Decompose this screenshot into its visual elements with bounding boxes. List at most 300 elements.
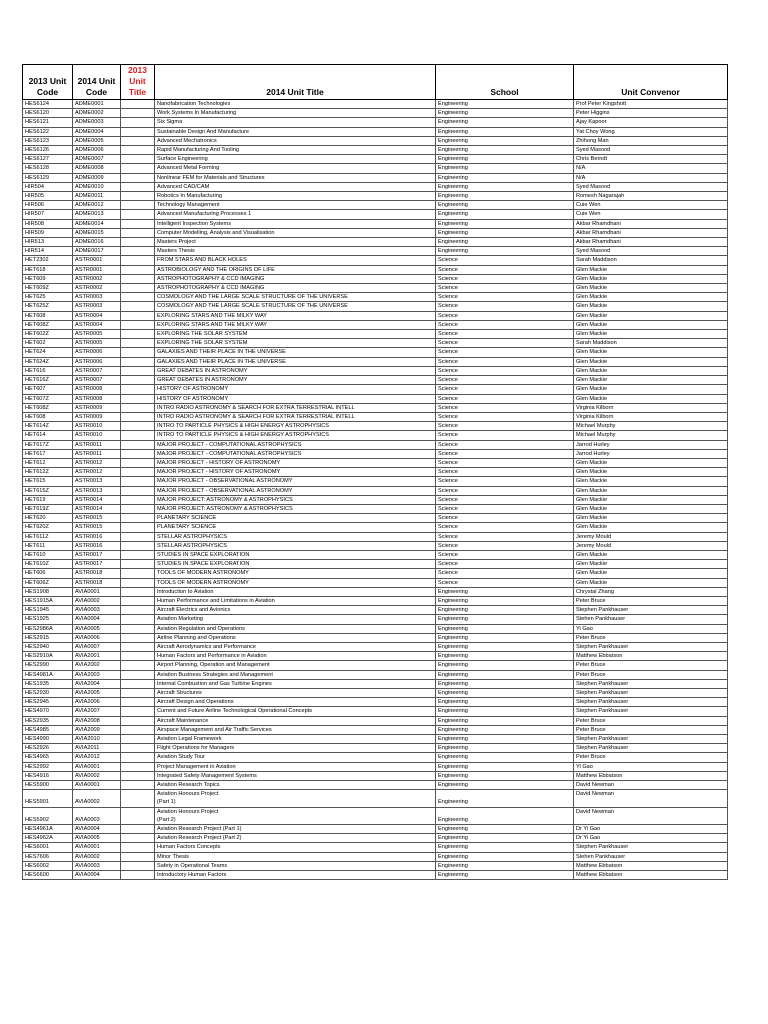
cell-unit-convenor: Glen Mackie [574,311,728,320]
table-row [23,615,728,624]
cell-2014-unit-title: MAJOR PROJECT - COMPUTATIONAL ASTROPHYSICS [155,449,436,458]
cell-2013-unit-title [121,357,155,366]
cell-school: Engineering [436,624,574,633]
cell-2013-unit-code: HET608Z [23,403,73,412]
cell-unit-convenor: Chris Berndt [574,155,728,164]
cell-unit-convenor: Glen Mackie [574,320,728,329]
cell-unit-convenor: Stephen Pankhauser [574,698,728,707]
cell-2013-unit-title [121,852,155,861]
cell-2014-unit-title: Human Factors Concepts [155,843,436,852]
cell-2013-unit-code: HES4962A [23,834,73,843]
cell-2014-unit-title: PLANETARY SCIENCE [155,514,436,523]
cell-school: Engineering [436,781,574,790]
cell-2014-unit-code: ASTR0006 [73,357,121,366]
cell-2014-unit-code: ASTR0004 [73,320,121,329]
cell-2014-unit-title: Airport Planning, Operation and Management [155,661,436,670]
cell-2013-unit-code: HET607 [23,385,73,394]
cell-2014-unit-code: ASTR0005 [73,330,121,339]
cell-2014-unit-code: AVIA0006 [73,633,121,642]
table-row [23,771,728,780]
cell-2013-unit-code: HET2302 [23,256,73,265]
table-row [23,192,728,201]
cell-2013-unit-title [121,311,155,320]
cell-2014-unit-title: Aircraft Design and Operations [155,698,436,707]
cell-unit-convenor: Glen Mackie [574,504,728,513]
cell-school: Engineering [436,790,574,807]
cell-2013-unit-title [121,440,155,449]
table-row [23,825,728,834]
cell-2014-unit-title: STUDIES IN SPACE EXPLORATION [155,550,436,559]
cell-school: Engineering [436,118,574,127]
cell-school: Engineering [436,771,574,780]
cell-unit-convenor: Peter Bruce [574,670,728,679]
cell-2013-unit-code: HES1915A [23,596,73,605]
cell-2013-unit-title [121,578,155,587]
cell-unit-convenor: Glen Mackie [574,468,728,477]
cell-school: Engineering [436,735,574,744]
cell-2014-unit-code: AVIA2012 [73,753,121,762]
cell-school: Science [436,477,574,486]
cell-2013-unit-title [121,136,155,145]
cell-2014-unit-title: EXPLORING STARS AND THE MILKY WAY [155,320,436,329]
cell-2013-unit-title [121,725,155,734]
cell-unit-convenor: N/A [574,173,728,182]
table-row [23,403,728,412]
cell-2013-unit-code: HES4916 [23,771,73,780]
cell-2013-unit-code: HES4981A [23,670,73,679]
cell-2013-unit-title [121,339,155,348]
table-row [23,852,728,861]
cell-2014-unit-code: ADME0005 [73,136,121,145]
cell-school: Science [436,348,574,357]
table-row [23,716,728,725]
cell-2014-unit-code: ADME0002 [73,109,121,118]
cell-2013-unit-code: HIR509 [23,228,73,237]
table-row [23,127,728,136]
table-row [23,431,728,440]
cell-2013-unit-code: HES6001 [23,843,73,852]
cell-school: Science [436,256,574,265]
table-row [23,394,728,403]
cell-2013-unit-title [121,596,155,605]
cell-2014-unit-code: ASTR0009 [73,403,121,412]
cell-2014-unit-code: ASTR0014 [73,495,121,504]
cell-2013-unit-title [121,541,155,550]
cell-2014-unit-code: ASTR0013 [73,486,121,495]
cell-school: Engineering [436,825,574,834]
cell-school: Science [436,302,574,311]
cell-2013-unit-code: HET609 [23,274,73,283]
cell-school: Science [436,265,574,274]
cell-2014-unit-title: MAJOR PROJECT - OBSERVATIONAL ASTRONOMY [155,477,436,486]
cell-2013-unit-title [121,100,155,109]
cell-unit-convenor: Stehen Pankhauser [574,852,728,861]
cell-2014-unit-code: ADME0013 [73,210,121,219]
cell-school: Science [436,523,574,532]
cell-unit-convenor: Matthew Ebbatson [574,871,728,880]
cell-2013-unit-title [121,201,155,210]
cell-2013-unit-title [121,192,155,201]
cell-unit-convenor: Glen Mackie [574,293,728,302]
cell-2014-unit-code: ASTR0001 [73,265,121,274]
cell-unit-convenor: Dr Yi Gao [574,825,728,834]
cell-2013-unit-title [121,127,155,136]
cell-unit-convenor: Michael Murphy [574,422,728,431]
cell-2014-unit-code: ASTR0004 [73,311,121,320]
cell-2014-unit-title: Minor Thesis [155,852,436,861]
cell-2014-unit-code: AVIA0003 [73,807,121,824]
cell-2013-unit-title [121,293,155,302]
cell-2014-unit-code: AVIA0004 [73,871,121,880]
cell-2013-unit-code: HET624 [23,348,73,357]
cell-school: Engineering [436,670,574,679]
cell-2013-unit-title [121,825,155,834]
cell-2014-unit-title: FROM STARS AND BLACK HOLES [155,256,436,265]
table-row [23,366,728,375]
cell-school: Engineering [436,707,574,716]
cell-2014-unit-code: AVIA2006 [73,698,121,707]
cell-2014-unit-code: ASTR0003 [73,293,121,302]
cell-2014-unit-code: ADME0015 [73,228,121,237]
cell-2013-unit-code: HET612Z [23,468,73,477]
cell-unit-convenor: Glen Mackie [574,302,728,311]
table-row [23,578,728,587]
cell-2014-unit-title: MAJOR PROJECT - COMPUTATIONAL ASTROPHYSICS [155,440,436,449]
cell-2013-unit-code: HET620Z [23,523,73,532]
cell-2013-unit-title [121,210,155,219]
table-row [23,790,728,807]
cell-2013-unit-code: HET614Z [23,422,73,431]
table-row [23,514,728,523]
cell-2014-unit-code: AVIA0007 [73,642,121,651]
cell-school: Engineering [436,136,574,145]
cell-school: Engineering [436,744,574,753]
cell-2013-unit-code: HES6126 [23,146,73,155]
cell-2013-unit-title [121,569,155,578]
cell-2014-unit-title: GALAXIES AND THEIR PLACE IN THE UNIVERSE [155,357,436,366]
cell-2013-unit-code: HET602 [23,339,73,348]
cell-2014-unit-code: ASTR0013 [73,477,121,486]
cell-2013-unit-code: HET602Z [23,330,73,339]
cell-2013-unit-code: HES2935 [23,716,73,725]
cell-unit-convenor: Jeremy Mould [574,532,728,541]
cell-school: Science [436,422,574,431]
cell-2014-unit-code: AVIA0001 [73,781,121,790]
cell-2014-unit-title: GREAT DEBATES IN ASTRONOMY [155,366,436,375]
table-row [23,689,728,698]
cell-2014-unit-title: Aviation Marketing [155,615,436,624]
cell-school: Engineering [436,615,574,624]
cell-school: Science [436,541,574,550]
cell-2014-unit-title: INTRO TO PARTICLE PHYSICS & HIGH ENERGY ASTROPHYSICS [155,422,436,431]
cell-2014-unit-title: Airline Planning and Operations [155,633,436,642]
cell-unit-convenor: Akbar Rhamdhani [574,228,728,237]
cell-school: Science [436,412,574,421]
cell-2013-unit-code: HET625 [23,293,73,302]
table-row [23,504,728,513]
cell-unit-convenor: Peter Bruce [574,633,728,642]
cell-2014-unit-title: MAJOR PROJECT: ASTRONOMY & ASTROPHYSICS [155,495,436,504]
cell-2014-unit-code: AVIA2004 [73,679,121,688]
cell-2013-unit-title [121,744,155,753]
cell-2013-unit-code: HET610 [23,550,73,559]
table-row [23,606,728,615]
cell-2014-unit-title: Aviation Business Strategies and Management [155,670,436,679]
cell-unit-convenor: N/A [574,164,728,173]
cell-2013-unit-code: HIR506 [23,201,73,210]
cell-2014-unit-code: ASTR0012 [73,468,121,477]
cell-2013-unit-title [121,109,155,118]
cell-school: Engineering [436,247,574,256]
header-row [23,65,728,100]
cell-unit-convenor: Syed Masood [574,146,728,155]
cell-school: Engineering [436,679,574,688]
table-row [23,762,728,771]
cell-2013-unit-code: HIR507 [23,210,73,219]
cell-2014-unit-title: Robotics In Manufacturing [155,192,436,201]
cell-2013-unit-title [121,495,155,504]
cell-2013-unit-code: HET619Z [23,504,73,513]
cell-2013-unit-code: HIR505 [23,192,73,201]
cell-school: Science [436,532,574,541]
cell-2013-unit-title [121,330,155,339]
cell-2013-unit-title [121,689,155,698]
cell-2013-unit-code: HET617Z [23,440,73,449]
table-row [23,228,728,237]
cell-2013-unit-code: HES6122 [23,127,73,136]
cell-school: Engineering [436,834,574,843]
cell-2014-unit-code: AVIA0005 [73,834,121,843]
table-row [23,807,728,824]
cell-2013-unit-code: HET615 [23,477,73,486]
cell-2013-unit-code: HES6121 [23,118,73,127]
cell-school: Engineering [436,861,574,870]
cell-2013-unit-title [121,302,155,311]
table-row [23,486,728,495]
cell-school: Science [436,560,574,569]
cell-2014-unit-title: Aviation Legal Framework [155,735,436,744]
cell-2014-unit-title: Aircraft Maintenance [155,716,436,725]
cell-2014-unit-code: ASTR0008 [73,385,121,394]
cell-2013-unit-title [121,698,155,707]
table-row [23,707,728,716]
cell-2013-unit-title [121,376,155,385]
cell-2013-unit-title [121,118,155,127]
table-row [23,843,728,852]
cell-unit-convenor: Stephen Pankhauser [574,744,728,753]
cell-unit-convenor: Glen Mackie [574,560,728,569]
cell-2013-unit-title [121,385,155,394]
cell-2013-unit-title [121,735,155,744]
cell-2014-unit-code: AVIA0001 [73,587,121,596]
cell-unit-convenor: Peter Bruce [574,661,728,670]
cell-2013-unit-title [121,412,155,421]
header-unit-convenor: Unit Convenor [574,65,728,100]
cell-2013-unit-title [121,771,155,780]
cell-unit-convenor: Peter Bruce [574,753,728,762]
cell-school: Engineering [436,871,574,880]
cell-2013-unit-code: HES5901 [23,790,73,807]
cell-2014-unit-title: Masters Thesis [155,247,436,256]
cell-unit-convenor: Peter Higgins [574,109,728,118]
cell-school: Science [436,468,574,477]
cell-school: Engineering [436,100,574,109]
table-row [23,468,728,477]
cell-unit-convenor: Ajay Kapoor [574,118,728,127]
cell-2014-unit-title: Six Sigma [155,118,436,127]
cell-unit-convenor: Prof Peter Kingshott [574,100,728,109]
cell-unit-convenor: Matthew Ebbatson [574,771,728,780]
table-row [23,532,728,541]
cell-2014-unit-code: AVIA0003 [73,606,121,615]
cell-2014-unit-code: ASTR0012 [73,458,121,467]
cell-2013-unit-code: HES1925 [23,615,73,624]
cell-2014-unit-title: Airspace Management and Air Traffic Services [155,725,436,734]
cell-school: Engineering [436,155,574,164]
cell-2013-unit-title [121,624,155,633]
cell-2014-unit-title: TOOLS OF MODERN ASTRONOMY [155,578,436,587]
cell-2013-unit-code: HIR508 [23,219,73,228]
cell-2014-unit-title: EXPLORING THE SOLAR SYSTEM [155,330,436,339]
table-row [23,265,728,274]
cell-2014-unit-code: ASTR0008 [73,394,121,403]
cell-unit-convenor: Stehen Pankhauser [574,615,728,624]
cell-2014-unit-code: ASTR0010 [73,422,121,431]
cell-school: Engineering [436,238,574,247]
cell-unit-convenor: Matthew Ebbatson [574,652,728,661]
cell-2014-unit-title: Aircraft Structures [155,689,436,698]
cell-2013-unit-code: HES5900 [23,781,73,790]
cell-school: Science [436,357,574,366]
cell-school: Science [436,569,574,578]
cell-2014-unit-code: AVIA2010 [73,735,121,744]
cell-unit-convenor: Yi Gao [574,762,728,771]
cell-2014-unit-title: Nonlinear FEM for Materials and Structures [155,173,436,182]
cell-2014-unit-title: Human Performance and Limitations in Aviation [155,596,436,605]
cell-2014-unit-code: ADME0008 [73,164,121,173]
cell-unit-convenor: Stephen Pankhauser [574,606,728,615]
cell-2014-unit-title: Aviation Research Topics [155,781,436,790]
cell-school: Engineering [436,716,574,725]
table-row [23,164,728,173]
table-row [23,781,728,790]
cell-unit-convenor: Glen Mackie [574,495,728,504]
cell-2014-unit-code: ASTR0003 [73,302,121,311]
cell-unit-convenor: Sarah Maddison [574,256,728,265]
cell-unit-convenor: Glen Mackie [574,394,728,403]
cell-2014-unit-title: Introduction to Aviation [155,587,436,596]
table-row [23,376,728,385]
table-row [23,330,728,339]
cell-2013-unit-title [121,504,155,513]
cell-2014-unit-code: ASTR0017 [73,560,121,569]
cell-2013-unit-code: HES2940 [23,642,73,651]
cell-2014-unit-title: INTRO TO PARTICLE PHYSICS & HIGH ENERGY ASTROPHYSICS [155,431,436,440]
cell-2014-unit-title: Aviation Research Project (Part 1) [155,825,436,834]
cell-unit-convenor: David Newman [574,807,728,824]
cell-school: Science [436,320,574,329]
cell-2013-unit-code: HES4965 [23,753,73,762]
cell-school: Engineering [436,843,574,852]
cell-2014-unit-title: Current and Future Airline Technological Operational Concepts [155,707,436,716]
cell-2013-unit-title [121,284,155,293]
table-row [23,284,728,293]
cell-2013-unit-code: HET617 [23,449,73,458]
table-row [23,118,728,127]
cell-2014-unit-title: Technology Management [155,201,436,210]
cell-2014-unit-title: MAJOR PROJECT: ASTRONOMY & ASTROPHYSICS [155,504,436,513]
cell-2014-unit-title: Computer Modelling, Analysis and Visualisation [155,228,436,237]
cell-2014-unit-code: AVIA2009 [73,725,121,734]
cell-2013-unit-code: HES4970 [23,707,73,716]
cell-2013-unit-code: HES2930 [23,689,73,698]
cell-school: Engineering [436,852,574,861]
cell-2014-unit-code: AVIA0004 [73,825,121,834]
cell-2014-unit-code: AVIA0004 [73,615,121,624]
cell-2013-unit-title [121,366,155,375]
table-row [23,744,728,753]
cell-2014-unit-code: ASTR0002 [73,284,121,293]
cell-2014-unit-code: AVIA2011 [73,744,121,753]
cell-2013-unit-code: HET625Z [23,302,73,311]
cell-2014-unit-code: ASTR0017 [73,550,121,559]
cell-2014-unit-title: INTRO RADIO ASTRONOMY & SEARCH FOR EXTRA TERRESTRIAL INTELL [155,412,436,421]
cell-2013-unit-code: HET615Z [23,486,73,495]
table-row [23,155,728,164]
cell-2014-unit-code: AVIA2003 [73,670,121,679]
cell-unit-convenor: Glen Mackie [574,486,728,495]
cell-2014-unit-code: ADME0010 [73,182,121,191]
table-row [23,725,728,734]
cell-2014-unit-title: Nanofabrication Technologies [155,100,436,109]
cell-2013-unit-code: HET611Z [23,532,73,541]
table-row [23,652,728,661]
cell-2013-unit-code: HIR514 [23,247,73,256]
cell-2014-unit-title: Sustainable Design And Manufacture [155,127,436,136]
table-row [23,136,728,145]
table-row [23,753,728,762]
cell-unit-convenor: Syed Masood [574,182,728,191]
table-row [23,633,728,642]
cell-2013-unit-title [121,238,155,247]
table-row [23,477,728,486]
cell-unit-convenor: Stephen Pankhauser [574,843,728,852]
cell-2013-unit-title [121,807,155,824]
cell-unit-convenor: Dr Yi Gao [574,834,728,843]
cell-2013-unit-code: HES2990 [23,661,73,670]
cell-2013-unit-title [121,781,155,790]
cell-2013-unit-title [121,320,155,329]
cell-school: Engineering [436,192,574,201]
table-row [23,311,728,320]
table-row [23,302,728,311]
cell-2014-unit-code: ASTR0011 [73,449,121,458]
cell-school: Science [436,514,574,523]
table-row [23,256,728,265]
cell-2013-unit-code: HET620 [23,514,73,523]
cell-unit-convenor: Matthew Ebbatson [574,861,728,870]
table-row [23,210,728,219]
cell-school: Engineering [436,606,574,615]
cell-school: Engineering [436,762,574,771]
cell-school: Engineering [436,164,574,173]
table-row [23,834,728,843]
cell-2013-unit-title [121,871,155,880]
cell-2013-unit-title [121,550,155,559]
cell-school: Engineering [436,596,574,605]
cell-school: Science [436,486,574,495]
table-row [23,412,728,421]
